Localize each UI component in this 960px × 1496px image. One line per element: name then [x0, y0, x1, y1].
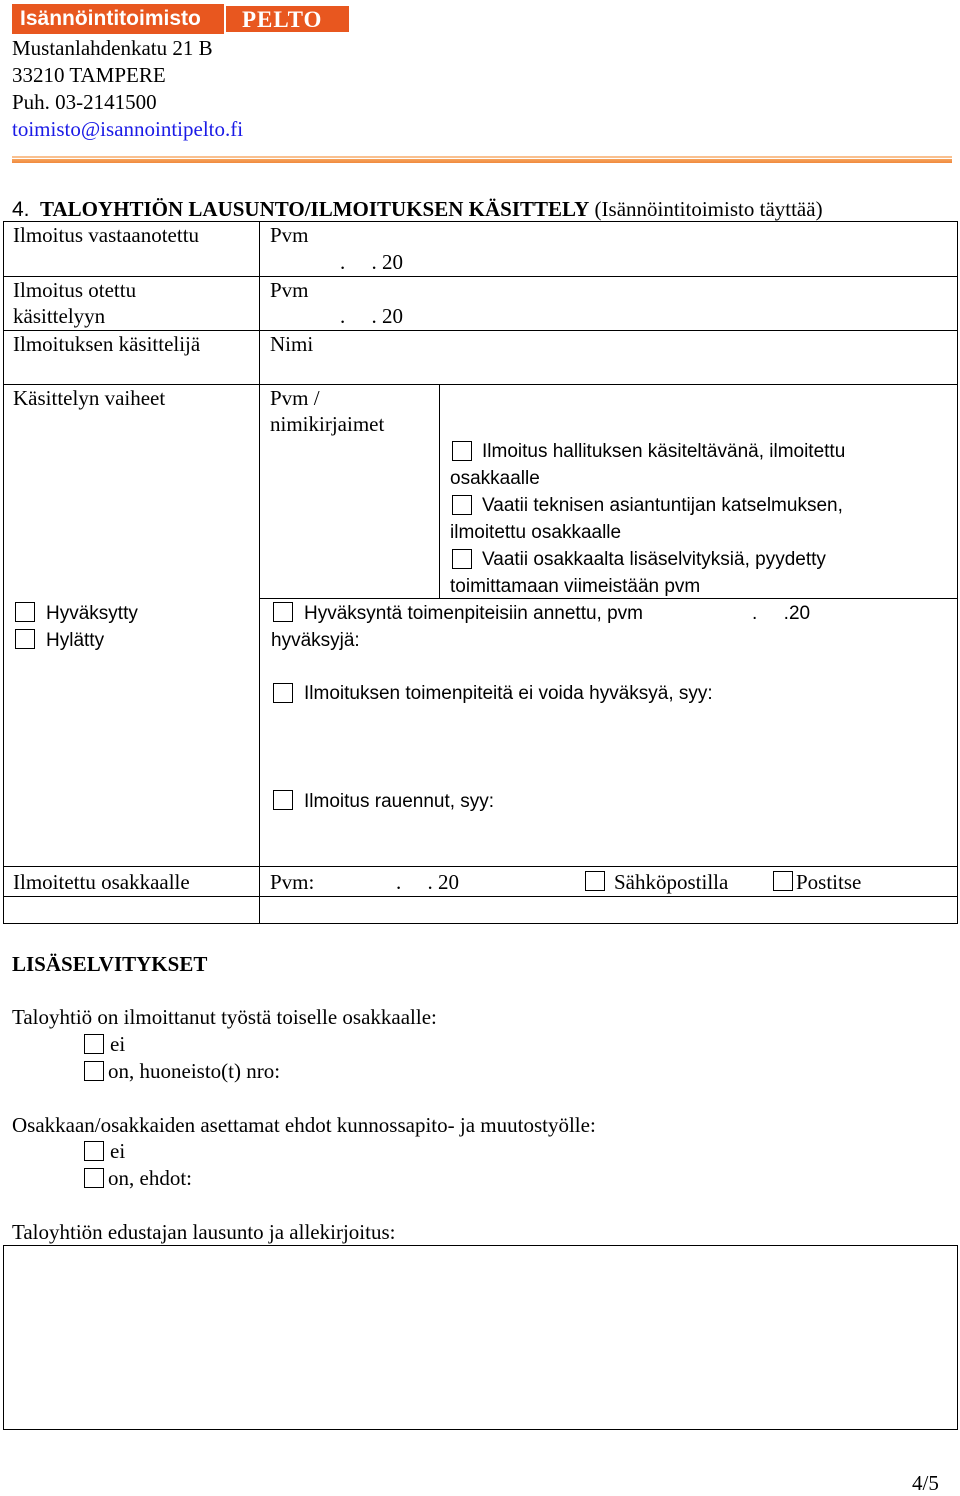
page-number: 4/5: [912, 1471, 939, 1495]
approver-label: hyväksyjä:: [271, 630, 360, 651]
q1-no-label: ei: [110, 1032, 126, 1056]
expired-label: Ilmoitus rauennut, syy:: [304, 791, 495, 812]
received-date-field[interactable]: . . 20: [340, 250, 403, 274]
header-rule: [12, 159, 952, 163]
more-info-checkbox[interactable]: [452, 549, 472, 569]
q2-no-checkbox[interactable]: [84, 1141, 104, 1161]
post-checkbox[interactable]: [773, 871, 793, 891]
q2-yes-checkbox[interactable]: [84, 1168, 104, 1188]
phone-number: Puh. 03-2141500: [12, 90, 157, 114]
q2-label: Osakkaan/osakkaiden asettamat ehdot kunnossapito- ja muutostyölle:: [12, 1113, 596, 1137]
q1-label: Taloyhtiö on ilmoittanut työstä toiselle osakkaalle:: [12, 1005, 437, 1029]
q2-no-label: ei: [110, 1139, 126, 1163]
taken-label-2: käsittelyyn: [13, 304, 106, 328]
taken-pvm-label: Pvm: [270, 278, 309, 302]
taken-date-field[interactable]: . . 20: [340, 304, 403, 328]
stages-pvm-label-2: nimikirjaimet: [270, 412, 385, 436]
section-number: 4.: [12, 198, 30, 221]
expired-checkbox[interactable]: [273, 790, 293, 810]
measures-approved-label: Hyväksyntä toimenpiteisiin annettu, pvm: [304, 603, 643, 624]
q1-yes-label: on, huoneisto(t) nro:: [108, 1059, 281, 1083]
more-info-label-2: toimittamaan viimeistään pvm: [450, 576, 701, 597]
logo-text-left: Isännöintitoimisto: [20, 7, 201, 30]
rejected-label: Hylätty: [46, 630, 105, 651]
board-review-label-2: osakkaalle: [450, 468, 540, 489]
notified-pvm-label: Pvm:: [270, 870, 315, 894]
email-checkbox[interactable]: [585, 871, 605, 891]
received-pvm-label: Pvm: [270, 223, 309, 247]
notified-label: Ilmoitettu osakkaalle: [13, 870, 190, 894]
section-note: (Isännöintitoimisto täyttää): [594, 197, 823, 221]
not-approved-checkbox[interactable]: [273, 683, 293, 703]
stages-label: Käsittelyn vaiheet: [13, 386, 166, 410]
handler-label: Ilmoituksen käsittelijä: [13, 332, 201, 356]
taken-label-1: Ilmoitus otettu: [13, 278, 137, 302]
more-info-label-1: Vaatii osakkaalta lisäselvityksiä, pyydetty: [482, 549, 826, 570]
not-approved-label: Ilmoituksen toimenpiteitä ei voida hyväksyä, syy:: [304, 683, 713, 704]
logo-brand-name: PELTO OY: [242, 7, 323, 58]
notified-date-field[interactable]: . . 20: [396, 870, 459, 894]
q3-label: Taloyhtiön edustajan lausunto ja allekirjoitus:: [12, 1220, 396, 1244]
rejected-checkbox[interactable]: [15, 629, 35, 649]
extra-heading: LISÄSELVITYKSET: [12, 952, 208, 976]
approved-label: Hyväksytty: [46, 603, 138, 624]
board-review-checkbox[interactable]: [452, 441, 472, 461]
board-review-label-1: Ilmoitus hallituksen käsiteltävänä, ilmoitettu: [482, 441, 846, 462]
measures-approved-date-field[interactable]: . .20: [752, 603, 811, 624]
email-link[interactable]: toimisto@isannointipelto.fi: [12, 117, 244, 141]
stages-pvm-label-1: Pvm /: [270, 386, 320, 410]
q1-no-checkbox[interactable]: [84, 1034, 104, 1054]
address-line-1: Mustanlahdenkatu 21 B: [12, 36, 213, 60]
post-label: Postitse: [796, 870, 862, 894]
expert-review-checkbox[interactable]: [452, 495, 472, 515]
q1-yes-checkbox[interactable]: [84, 1061, 104, 1081]
address-line-2: 33210 TAMPERE: [12, 63, 166, 87]
expert-review-label-1: Vaatii teknisen asiantuntijan katselmuksen,: [482, 495, 843, 516]
expert-review-label-2: ilmoitettu osakkaalle: [450, 522, 622, 543]
header-rule-light: [12, 156, 952, 158]
received-label: Ilmoitus vastaanotettu: [13, 223, 200, 247]
handler-name-field[interactable]: Nimi: [270, 332, 314, 356]
email-label: Sähköpostilla: [614, 870, 729, 894]
measures-approved-checkbox[interactable]: [273, 602, 293, 622]
q2-yes-label: on, ehdot:: [108, 1166, 192, 1190]
approved-checkbox[interactable]: [15, 602, 35, 622]
section-title: [12, 196, 823, 223]
section-heading: TALOYHTIÖN LAUSUNTO/ILMOITUKSEN KÄSITTELY: [40, 197, 590, 221]
statement-signature-box[interactable]: [3, 1245, 958, 1430]
